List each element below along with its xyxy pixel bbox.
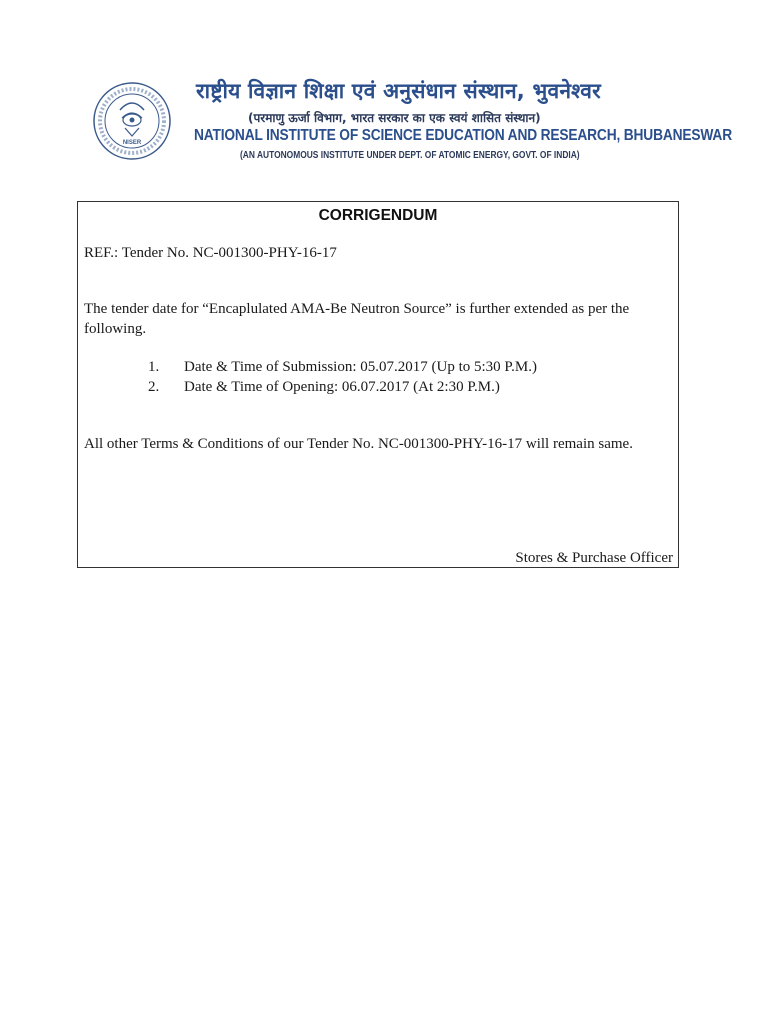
institute-name-hindi: राष्ट्रीय विज्ञान शिक्षा एवं अनुसंधान संस्थान, भुवनेश्वर [196, 79, 601, 103]
corrigendum-box [77, 201, 679, 568]
institute-name-english: NATIONAL INSTITUTE OF SCIENCE EDUCATION AND RESEARCH, BHUBANESWAR [194, 127, 732, 144]
list-item-text: Date & Time of Opening: 06.07.2017 (At 2:30 P.M.) [184, 379, 500, 395]
date-list [148, 357, 537, 397]
list-item-number: 2. [148, 379, 160, 395]
institute-seal-icon [92, 78, 172, 164]
list-item [148, 357, 537, 377]
signature-line: Stores & Purchase Officer [515, 550, 673, 566]
extension-paragraph: The tender date for “Encaplulated AMA-Be Neutron Source” is further extended as per the following. [84, 301, 630, 337]
institute-subtitle-hindi: (परमाणु ऊर्जा विभाग, भारत सरकार का एक स्वयं शासित संस्थान) [248, 111, 541, 125]
list-item-number: 1. [148, 359, 160, 375]
reference-line: REF.: Tender No. NC-001300-PHY-16-17 [84, 245, 337, 261]
terms-paragraph: All other Terms & Conditions of our Tender No. NC-001300-PHY-16-17 will remain same. [84, 436, 633, 452]
list-item [148, 377, 537, 397]
letterhead [88, 72, 732, 172]
institute-subtitle-english: (AN AUTONOMOUS INSTITUTE UNDER DEPT. OF ATOMIC ENERGY, GOVT. OF INDIA) [240, 150, 580, 161]
list-item-text: Date & Time of Submission: 05.07.2017 (Up to 5:30 P.M.) [184, 359, 537, 375]
seal-label: NISER [122, 140, 142, 146]
document-title: CORRIGENDUM [318, 207, 438, 224]
